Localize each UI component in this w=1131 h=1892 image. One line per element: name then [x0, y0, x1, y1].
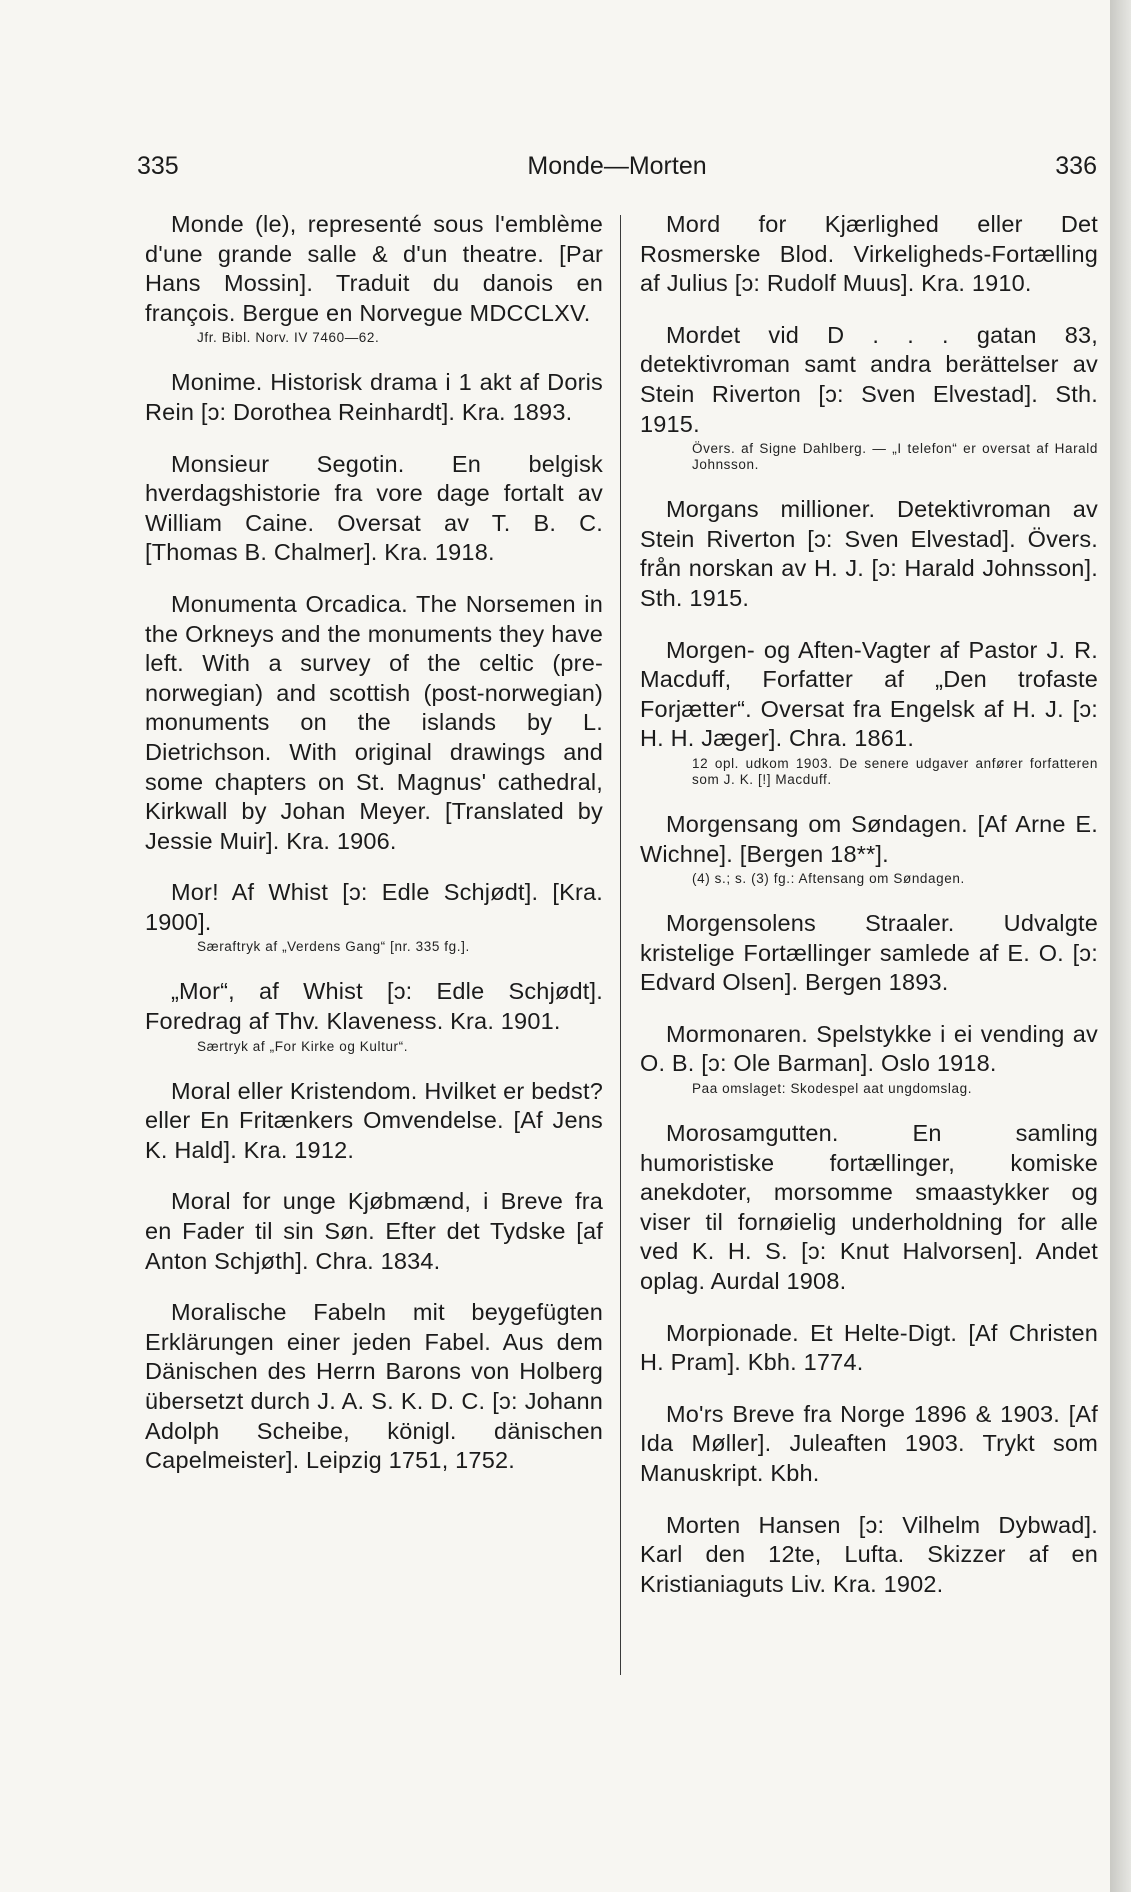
entry-morgensolens-straaler: Morgensolens Straaler. Udvalgte kristelige Fortællinger samlede af E. O. [ɔ: Edvard Olsen]. Bergen 1893.	[640, 910, 1098, 996]
entry-monde: Monde (le), representé sous l'emblème d'une grande salle & d'un theatre. [Par Hans Mossin]. Traduit du danois en françois. Bergue en Norvegue MDCCLXV. Jfr. Bibl. Norv. IV 7460—62.	[145, 211, 603, 346]
entry-moral-for-unge: Moral for unge Kjøbmænd, i Breve fra en Fader til sin Søn. Efter det Tydske [af Anton Schjøth]. Chra. 1834.	[145, 1188, 603, 1274]
entry-morosamgutten: Morosamgutten. En samling humoristiske fortællinger, komiske anekdoter, morsomme smaastykker og viser til fornøielig underholdning for alle ved K. H. S. [ɔ: Knut Halvorsen]. Andet oplag. Aurdal 1908.	[640, 1120, 1098, 1295]
running-title: Monde—Morten	[527, 152, 707, 180]
entry-moralische-fabeln: Moralische Fabeln mit beygefügten Erklärungen einer jeden Fabel. Aus dem Dänischen des Herrn Barons von Holberg übersetzt durch J. A. S. K. D. C. [ɔ: Johann Adolph Scheibe, königl. dänischen Capelmeister]. Leipzig 1751, 1752.	[145, 1299, 603, 1474]
entry-note: Paa omslaget: Skodespel aat ungdomslag.	[692, 1081, 973, 1097]
entry-monsieur-segotin: Monsieur Segotin. En belgisk hverdagshistorie fra vore dage fortalt av William Caine. Oversat av T. B. C. [Thomas B. Chalmer]. Kra. 1918.	[145, 450, 603, 566]
entry-note: Særtryk af „For Kirke og Kultur“.	[197, 1038, 409, 1054]
entry-mor-foredrag: „Mor“, af Whist [ɔ: Edle Schjødt]. Foredrag af Thv. Klaveness. Kra. 1901. Særtryk af „For Kirke og Kultur“.	[145, 978, 603, 1054]
entry-moral-eller-kristendom: Moral eller Kristendom. Hvilket er bedst? eller En Fritænkers Omvendelse. [Af Jens K. Hald]. Kra. 1912.	[145, 1077, 603, 1163]
entry-note: Særaftryk af „Verdens Gang“ [nr. 335 fg.].	[197, 939, 470, 955]
entry-mors-breve: Mo'rs Breve fra Norge 1896 & 1903. [Af Ida Møller]. Juleaften 1903. Trykt som Manuskript. Kbh.	[640, 1400, 1098, 1486]
column-divider	[620, 215, 621, 1675]
entry-monime: Monime. Historisk drama i 1 akt af Doris Rein [ɔ: Dorothea Reinhardt]. Kra. 1893.	[145, 369, 603, 425]
entry-morgans-millioner: Morgans millioner. Detektivroman av Stein Riverton [ɔ: Sven Elvestad]. Övers. från norskan av H. J. [ɔ: Harald Johnsson]. Sth. 1915.	[640, 496, 1098, 611]
entry-mord-for-kjaerlighed: Mord for Kjærlighed eller Det Rosmerske Blod. Virkeligheds-Fortælling af Julius [ɔ: Rudolf Muus]. Kra. 1910.	[640, 211, 1098, 297]
entry-note: Jfr. Bibl. Norv. IV 7460—62.	[197, 330, 380, 346]
right-column	[640, 210, 1098, 1621]
entry-mordet-vid: Mordet vid D . . . gatan 83, detektivroman samt andra berättelser av Stein Riverton [ɔ: Sven Elvestad]. Sth. 1915. Övers. af Signe Dahlberg. — „I telefon“ er oversat af Harald Johnsson.	[640, 321, 1098, 473]
entry-mormonaren: Mormonaren. Spelstykke i ei vending av O. B. [ɔ: Ole Barman]. Oslo 1918. Paa omslaget: Skodespel aat ungdomslag.	[640, 1020, 1098, 1097]
left-column	[145, 210, 603, 1498]
entry-note: 12 opl. udkom 1903. De senere udgaver anfører forfatteren som J. K. [!] Macduff.	[692, 755, 1098, 787]
entry-morpionade: Morpionade. Et Helte-Digt. [Af Christen H. Pram]. Kbh. 1774.	[640, 1319, 1098, 1376]
entry-mor: Mor! Af Whist [ɔ: Edle Schjødt]. [Kra. 1900]. Særaftryk af „Verdens Gang“ [nr. 335 fg.].	[145, 879, 603, 955]
entry-monumenta-orcadica: Monumenta Orcadica. The Norsemen in the Orkneys and the monuments they have left. With a survey of the celtic (pre-norwegian) and scottish (post-norwegian) monuments on the islands by L. Dietrichson. With original drawings and some chapters on St. Magnus' cathedral, Kirkwall by Johan Meyer. [Translated by Jessie Muir]. Kra. 1906.	[145, 590, 603, 854]
entry-morgensang: Morgensang om Søndagen. [Af Arne E. Wichne]. [Bergen 18**]. (4) s.; s. (3) fg.: Aftensang om Søndagen.	[640, 810, 1098, 887]
running-head	[137, 152, 1097, 188]
entry-note: (4) s.; s. (3) fg.: Aftensang om Søndagen.	[692, 871, 965, 887]
page-edge	[1110, 0, 1131, 1892]
entry-morgen-og-aften-vagter: Morgen- og Aften-Vagter af Pastor J. R. Macduff, Forfatter af „Den trofaste Forjætter“. Oversat fra Engelsk af H. J. [ɔ: H. H. Jæger]. Chra. 1861. 12 opl. udkom 1903. De senere udgaver anfører forfatteren som J. K. [!] Macduff.	[640, 636, 1098, 787]
left-page-number: 335	[137, 152, 179, 180]
entry-note: Övers. af Signe Dahlberg. — „I telefon“ er oversat af Harald Johnsson.	[692, 441, 1098, 473]
entry-morten-hansen: Morten Hansen [ɔ: Vilhelm Dybwad]. Karl den 12te, Lufta. Skizzer af en Kristianiaguts Liv. Kra. 1902.	[640, 1511, 1098, 1597]
right-page-number: 336	[1055, 152, 1097, 180]
